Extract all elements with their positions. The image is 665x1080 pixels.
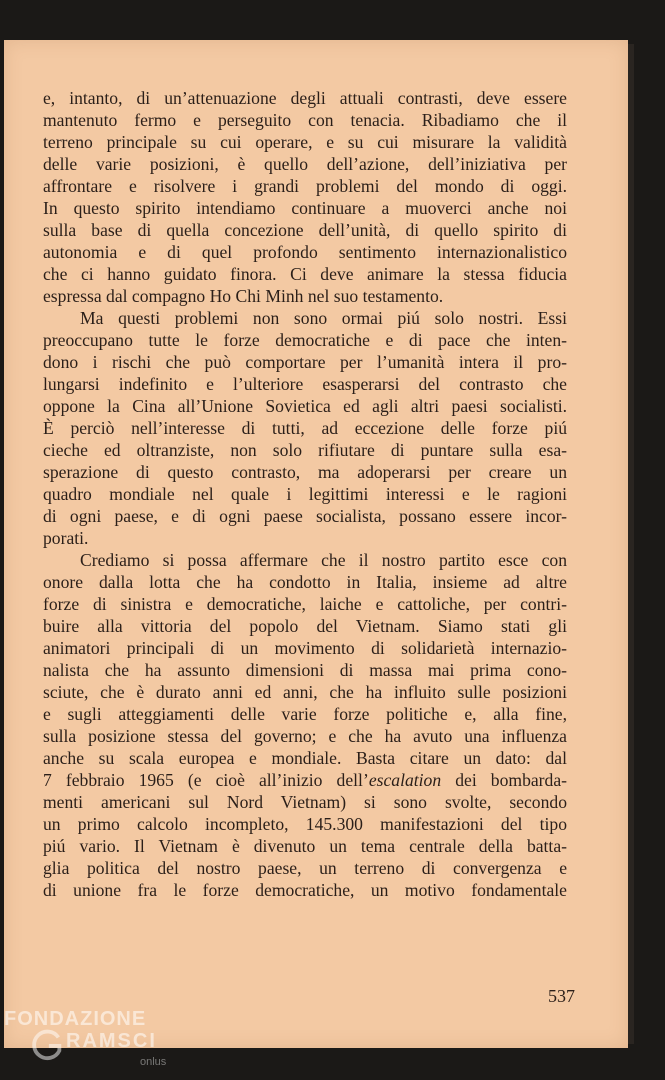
text-line: 7 febbraio 1965 (e cioè all’inizio dell’escalation dei bombarda- bbox=[43, 770, 567, 790]
text-line: porati. bbox=[43, 528, 89, 548]
text-line: dono i rischi che può comportare per l’umanità intera il pro- bbox=[43, 352, 567, 372]
watermark-line2: RAMSCI bbox=[66, 1030, 157, 1052]
text-line: che ci hanno guidato finora. Ci deve animare la stessa fiducia bbox=[43, 264, 567, 284]
watermark-suffix: onlus bbox=[140, 1056, 167, 1068]
text-line: mantenuto fermo e perseguito con tenacia. Ribadiamo che il bbox=[43, 110, 567, 130]
watermark-line1: FONDAZIONE bbox=[4, 1008, 147, 1030]
watermark-logo bbox=[4, 1004, 184, 1080]
text-line: e, intanto, di un’attenuazione degli attuali contrasti, deve essere bbox=[43, 88, 567, 108]
text-line: quadro mondiale nel quale i legittimi interessi e le ragioni bbox=[43, 484, 567, 504]
text-line: delle varie posizioni, è quello dell’azione, dell’iniziativa per bbox=[43, 154, 567, 174]
text-line: sciute, che è durato anni ed anni, che ha influito sulle posizioni bbox=[43, 682, 567, 702]
text-line: forze di sinistra e democratiche, laiche e cattoliche, per contri- bbox=[43, 594, 567, 614]
page-number: 537 bbox=[548, 986, 575, 1006]
text-line: affrontare e risolvere i grandi problemi del mondo di oggi. bbox=[43, 176, 567, 196]
text-line: lungarsi indefinito e l’ulteriore esasperarsi del contrasto che bbox=[43, 374, 567, 394]
italic-word: escalation bbox=[368, 770, 442, 790]
text-line: anche su scala europea e mondiale. Basta citare un dato: dal bbox=[43, 748, 567, 768]
text-line: glia politica del nostro paese, un terreno di convergenza e bbox=[43, 858, 567, 878]
text-line: un primo calcolo incompleto, 145.300 manifestazioni del tipo bbox=[43, 814, 567, 834]
text-line: Crediamo si possa affermare che il nostro partito esce con bbox=[80, 550, 567, 570]
text-line: espressa dal compagno Ho Chi Minh nel suo testamento. bbox=[43, 286, 444, 306]
text-line: In questo spirito intendiamo continuare a muoverci anche noi bbox=[43, 198, 567, 218]
page-edge bbox=[628, 44, 634, 1044]
text-line: preoccupano tutte le forze democratiche e di pace che inten- bbox=[43, 330, 567, 350]
text-line: Ma questi problemi non sono ormai piú solo nostri. Essi bbox=[80, 308, 567, 328]
text-line: nalista che ha assunto dimensioni di massa mai prima cono- bbox=[43, 660, 567, 680]
text-line: menti americani sul Nord Vietnam) si sono svolte, secondo bbox=[43, 792, 567, 812]
text-line: sulla base di quella concezione dell’unità, di quello spirito di bbox=[43, 220, 567, 240]
text-line: onore dalla lotta che ha condotto in Italia, insieme ad altre bbox=[43, 572, 567, 592]
watermark-g-icon bbox=[28, 1026, 66, 1064]
text-line: buire alla vittoria del popolo del Vietnam. Siamo stati gli bbox=[43, 616, 567, 636]
text-line: sulla posizione stessa del governo; e che ha avuto una influenza bbox=[43, 726, 567, 746]
text-line: di ogni paese, e di ogni paese socialista, possano essere incor- bbox=[43, 506, 567, 526]
text-line: animatori principali di un movimento di solidarietà internazio- bbox=[43, 638, 567, 658]
text-line: sperazione di questo contrasto, ma adoperarsi per creare un bbox=[43, 462, 567, 482]
text-line: piú vario. Il Vietnam è divenuto un tema centrale della batta- bbox=[43, 836, 567, 856]
text-line: autonomia e di quel profondo sentimento internazionalistico bbox=[43, 242, 567, 262]
body-text bbox=[43, 87, 567, 901]
text-line: di unione fra le forze democratiche, un motivo fondamentale bbox=[43, 880, 567, 900]
text-line: cieche ed oltranziste, non solo rifiutare di puntare sulla esa- bbox=[43, 440, 567, 460]
text-line: oppone la Cina all’Unione Sovietica ed agli altri paesi socialisti. bbox=[43, 396, 567, 416]
text-line: e sugli atteggiamenti delle varie forze politiche e, alla fine, bbox=[43, 704, 567, 724]
text-line: terreno principale su cui operare, e su cui misurare la validità bbox=[43, 132, 567, 152]
text-line: È perciò nell’interesse di tutti, ad eccezione delle forze piú bbox=[43, 418, 567, 438]
